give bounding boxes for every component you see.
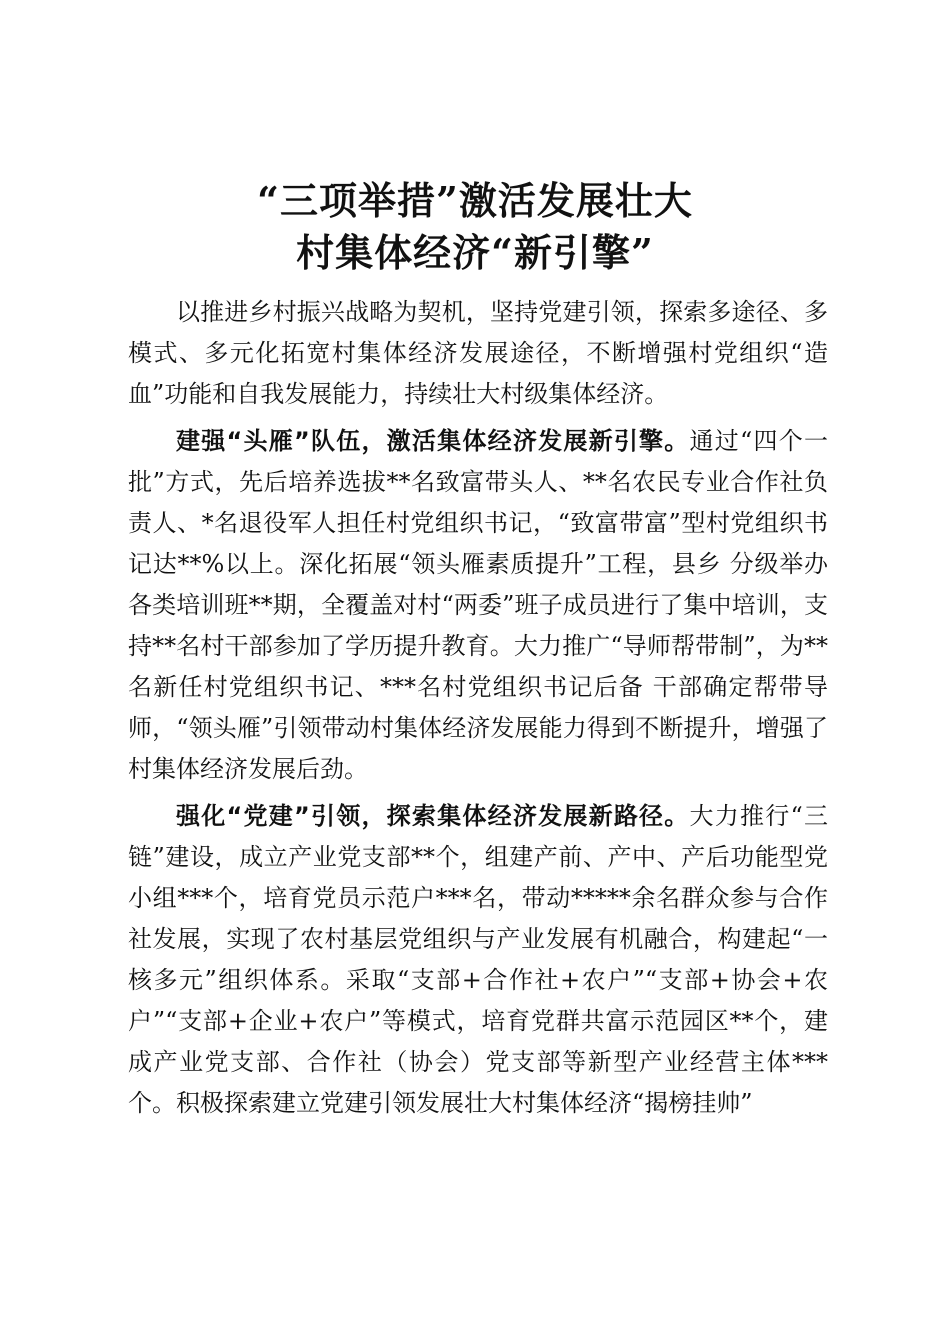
section-heading-2: 强化“党建”引领，探索集体经济发展新路径。 bbox=[176, 802, 690, 830]
title-line-1: “三项举措”激活发展壮大 bbox=[257, 178, 693, 224]
section-text-1: 通过“四个一批”方式，先后培养选拔**名致富带头人、**名农民专业合作社负责人、*名退役军人担任村党组织书记，“致富带富”型村党组织书记达**%以上。深化拓展“领头雁素质提升”工程，县乡 分级举办各类培训班**期，全覆盖对村“两委”班子成员进行了集中培训，支持**名村干部参加了学历提升教育。大力推广“导师帮带制”，为**名新任村党组织书记、***名村党组织书记后备 干部确定帮带导师，“领头雁”引领带动村集体经济发展能力得到不断提升，增强了村集体经济发展后劲。 bbox=[128, 427, 828, 783]
section-paragraph-2 bbox=[128, 796, 828, 1124]
section-text-2: 大力推行“三链”建设，成立产业党支部**个，组建产前、产中、产后功能型党小组***个，培育党员示范户***名，带动*****余名群众参与合作社发展，实现了农村基层党组织与产业发展有机融合，构建起“一核多元”组织体系。采取“支部+合作社+农户”“支部+协会+农户”“支部+企业+农户”等模式，培育党群共富示范园区**个，建成产业党支部、合作社（协会）党支部等新型产业经营主体***个。积极探索建立党建引领发展壮大村集体经济“揭榜挂帅” bbox=[128, 802, 828, 1117]
title-line-2: 村集体经济“新引擎” bbox=[296, 230, 654, 276]
section-paragraph-1 bbox=[128, 421, 828, 790]
section-heading-1: 建强“头雁”队伍，激活集体经济发展新引擎。 bbox=[176, 427, 690, 455]
intro-paragraph: 以推进乡村振兴战略为契机，坚持党建引领，探索多途径、多模式、多元化拓宽村集体经济发展途径，不断增强村党组织“造血”功能和自我发展能力，持续壮大村级集体经济。 bbox=[128, 298, 828, 408]
document-title bbox=[130, 175, 820, 279]
document-body bbox=[128, 292, 828, 1130]
